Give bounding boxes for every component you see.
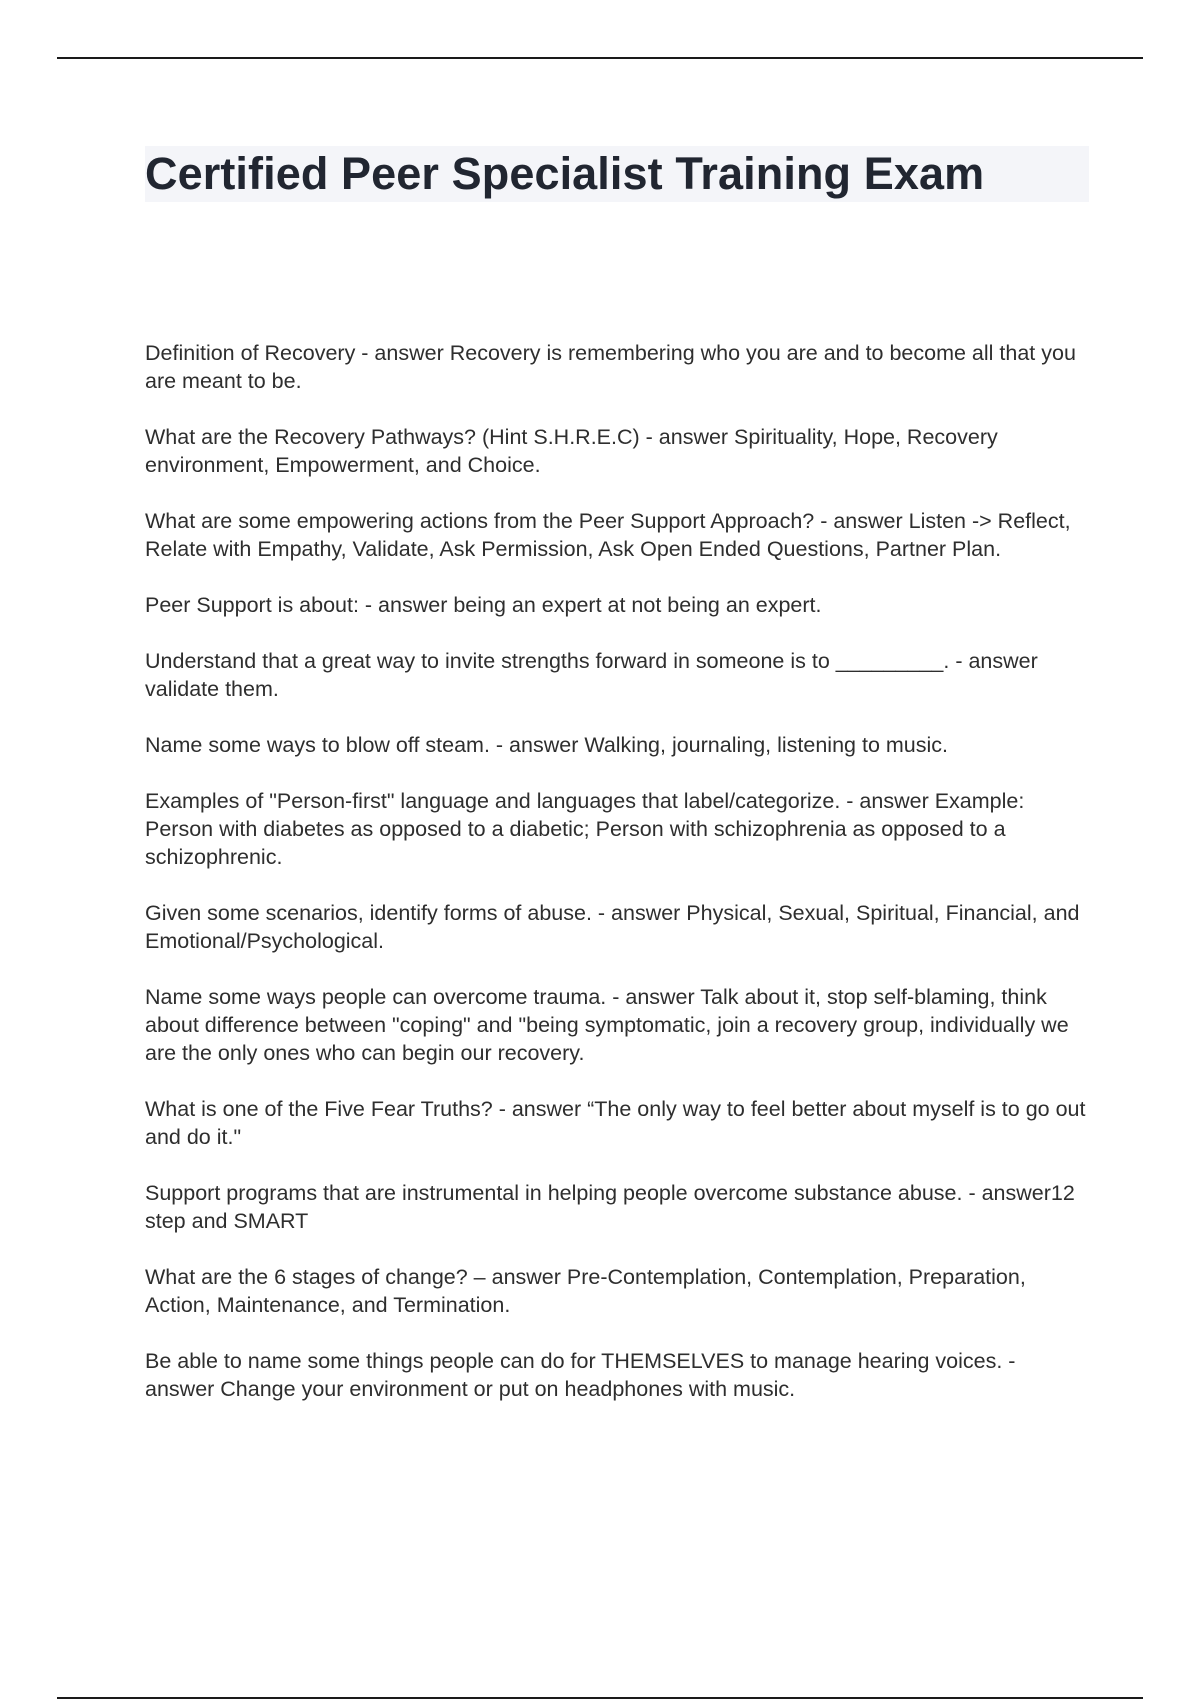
qa-item-person-first-language: Examples of "Person-first" language and languages that label/categorize. - answer Example: Person with diabetes as opposed to a diabetic; Person with schizophrenia as opposed to a schizophrenic. [145,789,1025,869]
top-rule [57,57,1143,59]
qa-item-stages-of-change: What are the 6 stages of change? – answer Pre-Contemplation, Contemplation, Preparation, Action, Maintenance, and Termination. [145,1265,1026,1317]
qa-item-peer-support: Peer Support is about: - answer being an expert at not being an expert. [145,593,822,617]
qa-item-overcome-trauma: Name some ways people can overcome trauma. - answer Talk about it, stop self-blaming, think about difference between "coping" and "being symptomatic, join a recovery group, individually we are the only ones who can begin our recovery. [145,985,1069,1065]
qa-item-five-fear-truths: What is one of the Five Fear Truths? - answer “The only way to feel better about myself is to go out and do it." [145,1097,1086,1149]
qa-item-blow-off-steam: Name some ways to blow off steam. - answer Walking, journaling, listening to music. [145,733,948,757]
qa-item-empowering-actions: What are some empowering actions from the Peer Support Approach? - answer Listen -> Reflect, Relate with Empathy, Validate, Ask Permission, Ask Open Ended Questions, Partner Plan. [145,509,1071,561]
qa-item-support-programs: Support programs that are instrumental in helping people overcome substance abuse. - answer12 step and SMART [145,1181,1075,1233]
qa-item-forms-of-abuse: Given some scenarios, identify forms of abuse. - answer Physical, Sexual, Spiritual, Financial, and Emotional/Psychological. [145,901,1080,953]
document-title: Certified Peer Specialist Training Exam [145,148,985,199]
qa-list [145,339,1090,1431]
qa-item-recovery-definition: Definition of Recovery - answer Recovery is remembering who you are and to become all that you are meant to be. [145,341,1076,393]
qa-item-hearing-voices: Be able to name some things people can do for THEMSELVES to manage hearing voices. - answer Change your environment or put on headphones with music. [145,1349,1016,1401]
bottom-rule [57,1697,1143,1699]
qa-item-invite-strengths: Understand that a great way to invite strengths forward in someone is to _________. - answer validate them. [145,649,1038,701]
title-block [145,146,1089,202]
qa-item-recovery-pathways: What are the Recovery Pathways? (Hint S.H.R.E.C) - answer Spirituality, Hope, Recovery environment, Empowerment, and Choice. [145,425,998,477]
